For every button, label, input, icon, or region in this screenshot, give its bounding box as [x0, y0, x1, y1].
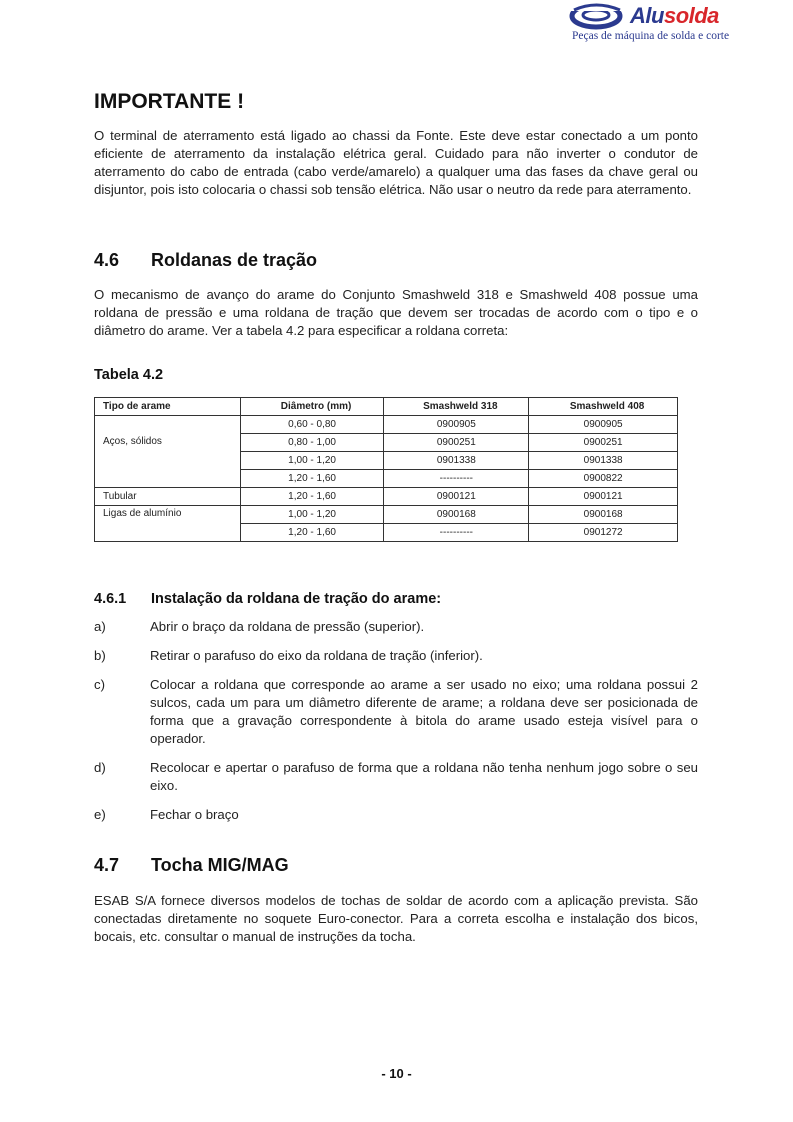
- cell-diameter: 1,00 - 1,20: [240, 506, 384, 524]
- section-number: 4.7: [94, 855, 120, 875]
- header-smashweld-408: Smashweld 408: [529, 398, 678, 416]
- table-header-row: [95, 398, 678, 416]
- step-text: Fechar o braço: [150, 807, 239, 822]
- cell-sw318: 0900251: [384, 434, 529, 452]
- cell-sw408: 0901338: [529, 452, 678, 470]
- table-4-2: [94, 397, 678, 542]
- header-diameter: Diâmetro (mm): [240, 398, 384, 416]
- cell-wire-type: Ligas de alumínio: [95, 506, 241, 542]
- cell-sw408: 0900168: [529, 506, 678, 524]
- cell-sw408: 0900905: [529, 416, 678, 434]
- step-label: a): [94, 619, 106, 634]
- step-label: b): [94, 648, 106, 663]
- step-text: Recolocar e apertar o parafuso de forma que a roldana não tenha nenhum jogo sobre o seu eixo.: [150, 760, 698, 793]
- step-label: c): [94, 677, 105, 692]
- cell-wire-type: Tubular: [95, 488, 241, 506]
- cell-sw318: 0900905: [384, 416, 529, 434]
- cell-sw318: 0900168: [384, 506, 529, 524]
- cell-diameter: 1,20 - 1,60: [240, 470, 384, 488]
- section-4-7-heading: [94, 855, 289, 876]
- header-smashweld-318: Smashweld 318: [384, 398, 529, 416]
- cell-diameter: 1,00 - 1,20: [240, 452, 384, 470]
- cell-sw318: 0901338: [384, 452, 529, 470]
- important-paragraph: O terminal de aterramento está ligado ao chassi da Fonte. Este deve estar conectado a um ponto eficiente de aterramento da instalação elétrica geral. Cuidado para não inverter o condutor de aterramento do cabo de entrada (cabo verde/amarelo) a qualquer uma das fases da chave geral ou disjuntor, pois isto colocaria o chassi sob tensão elétrica. Não usar o neutro da rede para aterramento.: [94, 128, 698, 197]
- cell-sw318: ----------: [384, 470, 529, 488]
- section-title: Roldanas de tração: [151, 250, 318, 270]
- table-row: [95, 488, 678, 506]
- cell-sw408: 0900251: [529, 434, 678, 452]
- cell-diameter: 1,20 - 1,60: [240, 488, 384, 506]
- cell-wire-type: Aços, sólidos: [95, 416, 241, 488]
- logo-wordmark: [630, 3, 719, 29]
- step-text: Abrir o braço da roldana de pressão (superior).: [150, 619, 425, 634]
- swoosh-rings-icon: [568, 2, 628, 32]
- step-label: d): [94, 760, 106, 775]
- brand-logo: [568, 2, 778, 46]
- logo-word-alu: Alu: [630, 3, 664, 28]
- section-title: Instalação da roldana de tração do arame:: [151, 591, 442, 607]
- cell-sw408: 0901272: [529, 524, 678, 542]
- section-title: Tocha MIG/MAG: [151, 855, 289, 875]
- cell-diameter: 1,20 - 1,60: [240, 524, 384, 542]
- step-label: e): [94, 807, 106, 822]
- cell-sw318: ----------: [384, 524, 529, 542]
- table-row: [95, 416, 678, 434]
- cell-diameter: 0,80 - 1,00: [240, 434, 384, 452]
- header-wire-type: Tipo de arame: [95, 398, 241, 416]
- logo-tagline: Peças de máquina de solda e corte: [572, 30, 730, 42]
- important-heading: IMPORTANTE !: [94, 90, 245, 113]
- table-title: Tabela 4.2: [94, 367, 164, 383]
- section-4-6-paragraph: O mecanismo de avanço do arame do Conjunto Smashweld 318 e Smashweld 408 possue uma roldana de pressão e uma roldana de tração que devem ser trocadas de acordo com o tipo e o diâmetro do arame. Ver a tabela 4.2 para especificar a roldana correta:: [94, 287, 698, 338]
- page-number: - 10 -: [381, 1066, 412, 1081]
- step-text: Colocar a roldana que corresponde ao arame a ser usado no eixo; uma roldana possui 2 sulcos, cada um para um diâmetro diferente de arame; a roldana deve ser posicionada de forma que a gravação correspondente à bitola do arame usado esteja visível para o operador.: [150, 677, 698, 746]
- logo-word-solda: solda: [663, 3, 719, 28]
- cell-diameter: 0,60 - 0,80: [240, 416, 384, 434]
- section-4-6-heading: [94, 250, 317, 271]
- section-4-7-paragraph: ESAB S/A fornece diversos modelos de tochas de soldar de acordo com a aplicação prevista. São conectadas diretamente no soquete Euro-conector. Para a correta escolha e instalação dos bicos, bocais, etc. consultar o manual de instruções da tocha.: [94, 893, 698, 944]
- step-text: Retirar o parafuso do eixo da roldana de tração (inferior).: [150, 648, 483, 663]
- cell-sw408: 0900121: [529, 488, 678, 506]
- section-number: 4.6.1: [94, 591, 127, 607]
- section-number: 4.6: [94, 250, 120, 270]
- section-4-6-1-heading: [94, 591, 441, 607]
- cell-sw318: 0900121: [384, 488, 529, 506]
- cell-sw408: 0900822: [529, 470, 678, 488]
- table-row: [95, 506, 678, 524]
